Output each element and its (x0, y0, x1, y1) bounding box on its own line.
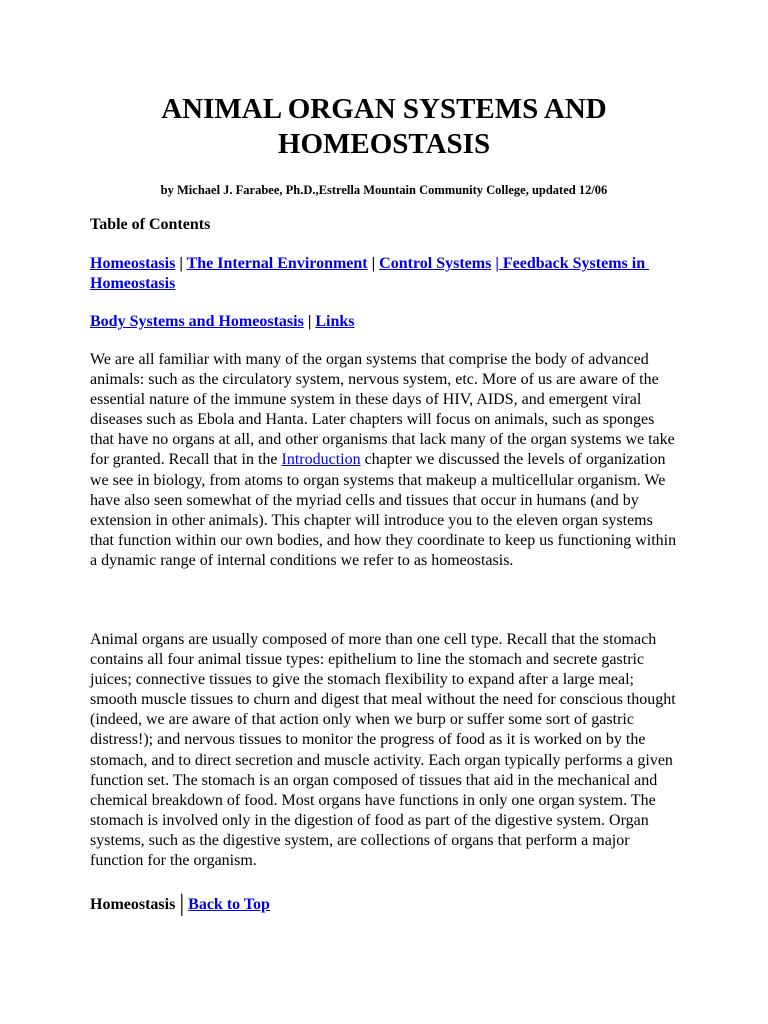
section-header-homeostasis (90, 891, 680, 917)
intro-paragraph (90, 350, 680, 571)
back-to-top-link[interactable]: Back to Top (188, 896, 270, 913)
toc-link-separator: | (495, 255, 499, 272)
intro-text-after: chapter we discussed the levels of organization we see in biology, from atoms to organ systems that makeup a multicellular organism. We have also seen somewhat of the myriad cells and tissues that occur in humans (and by extension in other animals). This chapter will introduce you to the eleven organ systems that function within our own bodies, and how they coordinate to keep us functioning within a dynamic range of internal conditions we refer to as homeostasis. (90, 451, 677, 569)
toc-link-feedback-label: Feedback Systems in Homeostasis (90, 255, 650, 292)
toc-links-row-2 (90, 312, 680, 332)
toc-link-control-systems[interactable]: Control Systems (379, 255, 492, 272)
author-byline: by Michael J. Farabee, Ph.D.,Estrella Mountain Community College, updated 12/06 (160, 183, 608, 197)
organs-paragraph: Animal organs are usually composed of more than one cell type. Recall that the stomach contains all four animal tissue types: epithelium to line the stomach and secrete gastric juices; connective tissues to give the stomach flexibility to expand after a large meal; smooth muscle tissues to churn and digest that meal without the need for conscious thought (indeed, we are aware of that action only when we burp or suffer some sort of gastric distress!); and nervous tissues to monitor the progress of food as it is worked on by the stomach, and to direct secretion and muscle activity. Each organ typically performs a given function set. The stomach is an organ composed of tissues that aid in the mechanical and chemical breakdown of food. Most organs have functions in only one organ system. The stomach is involved only in the digestion of food as part of the digestive system. Organ systems, such as the digestive system, are collections of organs that perform a major function for the organism. (90, 631, 676, 870)
toc-link-body-systems[interactable]: Body Systems and Homeostasis (90, 313, 304, 330)
toc-links-row-1 (90, 254, 680, 294)
toc-link-links[interactable]: Links (315, 313, 355, 330)
page-title: ANIMAL ORGAN SYSTEMS AND HOMEOSTASIS (161, 93, 607, 160)
toc-link-internal-environment[interactable]: The Internal Environment (186, 255, 368, 272)
toc-separator: | (307, 313, 312, 330)
section-separator: | (179, 891, 185, 917)
toc-link-homeostasis[interactable]: Homeostasis (90, 255, 176, 272)
toc-separator: | (179, 255, 183, 272)
section-heading: Homeostasis (90, 896, 176, 913)
intro-text-before: We are all familiar with many of the organ systems that comprise the body of advanced animals: such as the circulatory system, nervous system, etc. More of us are aware of the essential nature of the immune system in these days of HIV, AIDS, and emergent viral diseases such as Ebola and Hanta. Later chapters will focus on animals, such as sponges that have no organs at all, and other organisms that lack many of the organ systems we take for granted. Recall that in the (90, 351, 675, 469)
toc-separator: | (371, 255, 376, 272)
introduction-link[interactable]: Introduction (281, 451, 361, 469)
toc-heading: Table of Contents (90, 216, 211, 233)
